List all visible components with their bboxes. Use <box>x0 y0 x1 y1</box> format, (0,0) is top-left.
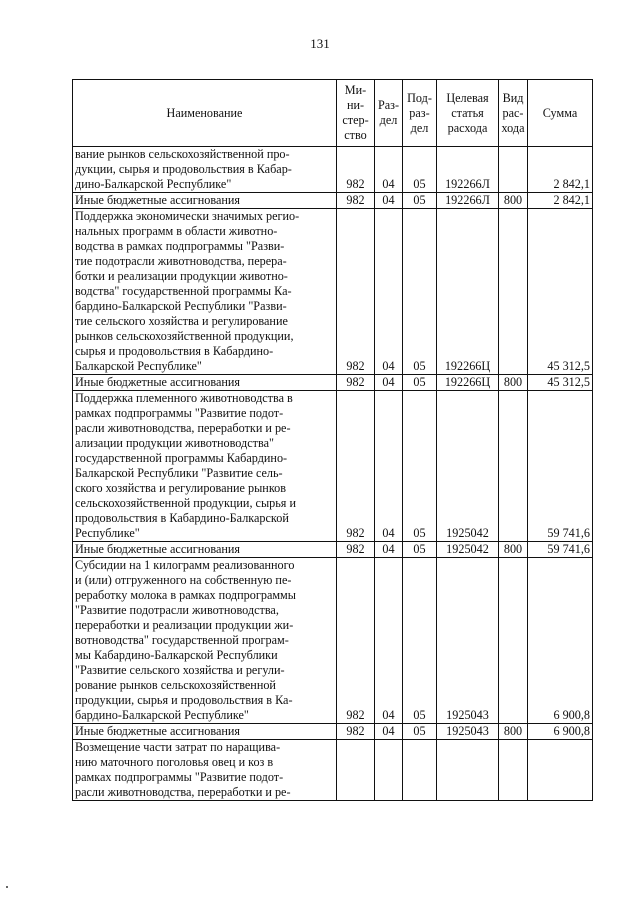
table-row <box>73 740 593 801</box>
header-line: дел <box>410 120 429 135</box>
table-row <box>73 209 593 375</box>
target-article-cell: 1925042 <box>437 542 499 558</box>
header-expense-type-text <box>502 91 525 136</box>
item-name-line: Иные бюджетные ассигнования <box>75 724 241 738</box>
item-name-line: нию маточного поголовья овец и коз в <box>75 755 274 769</box>
item-name-line: вотноводства" государственной програм- <box>75 633 289 647</box>
sum-cell: 59 741,6 <box>528 542 593 558</box>
header-section-text <box>378 98 399 128</box>
item-name-cell <box>73 209 337 375</box>
sum-cell <box>528 740 593 801</box>
item-name-line: бардино-Балкарской Республики "Разви- <box>75 299 287 313</box>
item-name-line: продовольствия в Кабардино-Балкарской <box>75 511 289 525</box>
item-name-line: тие подотрасли животноводства, перера- <box>75 254 287 268</box>
header-line: Под- <box>407 90 432 105</box>
header-sum <box>528 80 593 147</box>
item-name-line: дино-Балкарской Республике" <box>75 177 232 191</box>
header-line: Вид <box>502 90 524 105</box>
ministry-cell: 982 <box>337 375 375 391</box>
header-line: дел <box>379 113 398 127</box>
ministry-cell: 982 <box>337 558 375 724</box>
item-name-line: бардино-Балкарской Республике" <box>75 708 249 722</box>
item-name-line: рамках подпрограммы "Развитие подот- <box>75 770 284 784</box>
item-name-cell <box>73 375 337 391</box>
section-cell: 04 <box>375 724 403 740</box>
item-name-line: вание рынков сельскохозяйственной про- <box>75 147 290 161</box>
table-row <box>73 542 593 558</box>
scan-speck <box>6 886 8 888</box>
item-name-line: рамках подпрограммы "Развитие подот- <box>75 406 284 420</box>
item-name-line: ботки и реализации продукции животно- <box>75 269 288 283</box>
expense-type-cell: 800 <box>499 724 528 740</box>
table-row <box>73 391 593 542</box>
subsection-cell: 05 <box>403 193 437 209</box>
expense-type-cell <box>499 558 528 724</box>
expense-type-cell <box>499 147 528 193</box>
subsection-cell: 05 <box>403 542 437 558</box>
item-name-line: продукции, сырья и продовольствия в Ка- <box>75 693 293 707</box>
sum-cell: 2 842,1 <box>528 193 593 209</box>
item-name-line: Поддержка экономически значимых регио- <box>75 209 300 223</box>
item-name-line: рынков сельскохозяйственной продукции, <box>75 329 294 343</box>
header-section <box>375 80 403 147</box>
item-name-cell <box>73 147 337 193</box>
target-article-cell: 192266Л <box>437 147 499 193</box>
item-name-line: Субсидии на 1 килограмм реализованного <box>75 558 295 572</box>
table-body <box>73 147 593 801</box>
item-name-line: ализации продукции животноводства" <box>75 436 274 450</box>
subsection-cell: 05 <box>403 391 437 542</box>
header-line: стер- <box>342 113 369 127</box>
table-row <box>73 724 593 740</box>
item-name-line: Балкарской Республике" <box>75 359 202 373</box>
header-line: расхода <box>447 120 488 135</box>
header-name <box>73 80 337 147</box>
subsection-cell <box>403 740 437 801</box>
item-name-line: расли животноводства, переработки и ре- <box>75 421 291 435</box>
table-row <box>73 147 593 193</box>
header-subsection-text <box>407 91 432 136</box>
item-name-line: рование рынков сельскохозяйственной <box>75 678 276 692</box>
item-name-line: мы Кабардино-Балкарской Республики <box>75 648 278 662</box>
item-name-line: нальных программ в области животно- <box>75 224 278 238</box>
item-name-line: Иные бюджетные ассигнования <box>75 193 241 207</box>
target-article-cell: 192266Ц <box>437 375 499 391</box>
target-article-cell: 1925043 <box>437 724 499 740</box>
header-ministry-text <box>342 83 368 143</box>
subsection-cell: 05 <box>403 375 437 391</box>
expense-type-cell: 800 <box>499 542 528 558</box>
item-name-line: Возмещение части затрат по наращива- <box>75 740 281 754</box>
sum-cell: 45 312,5 <box>528 209 593 375</box>
expense-type-cell <box>499 391 528 542</box>
target-article-cell: 192266Л <box>437 193 499 209</box>
sum-cell: 59 741,6 <box>528 391 593 542</box>
section-cell: 04 <box>375 375 403 391</box>
item-name-line: Иные бюджетные ассигнования <box>75 542 241 556</box>
section-cell: 04 <box>375 147 403 193</box>
header-target-article <box>437 80 499 147</box>
item-name-line: водства" государственной программы Ка- <box>75 284 292 298</box>
subsection-cell: 05 <box>403 147 437 193</box>
target-article-cell: 1925042 <box>437 391 499 542</box>
item-name-line: Иные бюджетные ассигнования <box>75 375 241 389</box>
section-cell: 04 <box>375 542 403 558</box>
budget-table <box>72 79 593 801</box>
header-line: ни- <box>346 98 365 112</box>
expense-type-cell: 800 <box>499 375 528 391</box>
expense-type-cell <box>499 209 528 375</box>
item-name-line: Поддержка племенного животноводства в <box>75 391 293 405</box>
header-target-article-text <box>446 91 488 136</box>
header-line: ство <box>344 128 367 142</box>
item-name-line: ского хозяйства и регулирование рынков <box>75 481 286 495</box>
target-article-cell: 192266Ц <box>437 209 499 375</box>
table-row <box>73 193 593 209</box>
item-name-line: реработку молока в рамках подпрограммы <box>75 588 296 602</box>
expense-type-cell: 800 <box>499 193 528 209</box>
item-name-cell <box>73 558 337 724</box>
header-subsection <box>403 80 437 147</box>
header-sum-text: Сумма <box>542 105 578 120</box>
item-name-line: Республике" <box>75 526 140 540</box>
sum-cell: 6 900,8 <box>528 724 593 740</box>
item-name-cell <box>73 193 337 209</box>
ministry-cell: 982 <box>337 147 375 193</box>
header-ministry <box>337 80 375 147</box>
item-name-cell <box>73 391 337 542</box>
section-cell: 04 <box>375 193 403 209</box>
item-name-line: водства в рамках подпрограммы "Разви- <box>75 239 285 253</box>
target-article-cell: 1925043 <box>437 558 499 724</box>
header-line: раз- <box>409 105 430 120</box>
item-name-line: и (или) отгруженного на собственную пе- <box>75 573 292 587</box>
subsection-cell: 05 <box>403 724 437 740</box>
header-line: Раз- <box>377 98 400 112</box>
page-number: 131 <box>310 36 330 51</box>
item-name-line: "Развитие подотрасли животноводства, <box>75 603 279 617</box>
item-name-line: переработки и реализации продукции жи- <box>75 618 294 632</box>
table-row <box>73 375 593 391</box>
subsection-cell: 05 <box>403 209 437 375</box>
item-name-line: тие сельского хозяйства и регулирование <box>75 314 288 328</box>
item-name-cell <box>73 724 337 740</box>
subsection-cell: 05 <box>403 558 437 724</box>
item-name-line: сельскохозяйственной продукции, сырья и <box>75 496 296 510</box>
item-name-line: дукции, сырья и продовольствия в Кабар- <box>75 162 292 176</box>
sum-cell: 45 312,5 <box>528 375 593 391</box>
header-line: хода <box>501 120 525 135</box>
item-name-line: государственной программы Кабардино- <box>75 451 288 465</box>
section-cell: 04 <box>375 391 403 542</box>
table-header-row <box>73 80 593 147</box>
ministry-cell <box>337 740 375 801</box>
item-name-line: "Развитие сельского хозяйства и регули- <box>75 663 285 677</box>
item-name-line: сырья и продовольствия в Кабардино- <box>75 344 274 358</box>
sum-cell: 6 900,8 <box>528 558 593 724</box>
item-name-line: расли животноводства, переработки и ре- <box>75 785 291 799</box>
section-cell: 04 <box>375 209 403 375</box>
item-name-line: Балкарской Республики "Развитие сель- <box>75 466 283 480</box>
table-row <box>73 558 593 724</box>
section-cell: 04 <box>375 558 403 724</box>
ministry-cell: 982 <box>337 209 375 375</box>
target-article-cell <box>437 740 499 801</box>
header-expense-type <box>499 80 528 147</box>
ministry-cell: 982 <box>337 391 375 542</box>
item-name-cell <box>73 740 337 801</box>
ministry-cell: 982 <box>337 724 375 740</box>
header-line: статья <box>451 105 484 120</box>
ministry-cell: 982 <box>337 193 375 209</box>
header-line: Целевая <box>446 90 489 105</box>
header-line: рас- <box>502 105 524 120</box>
section-cell <box>375 740 403 801</box>
item-name-cell <box>73 542 337 558</box>
header-line: Ми- <box>344 83 367 97</box>
sum-cell: 2 842,1 <box>528 147 593 193</box>
header-name-text: Наименование <box>166 105 243 120</box>
expense-type-cell <box>499 740 528 801</box>
ministry-cell: 982 <box>337 542 375 558</box>
